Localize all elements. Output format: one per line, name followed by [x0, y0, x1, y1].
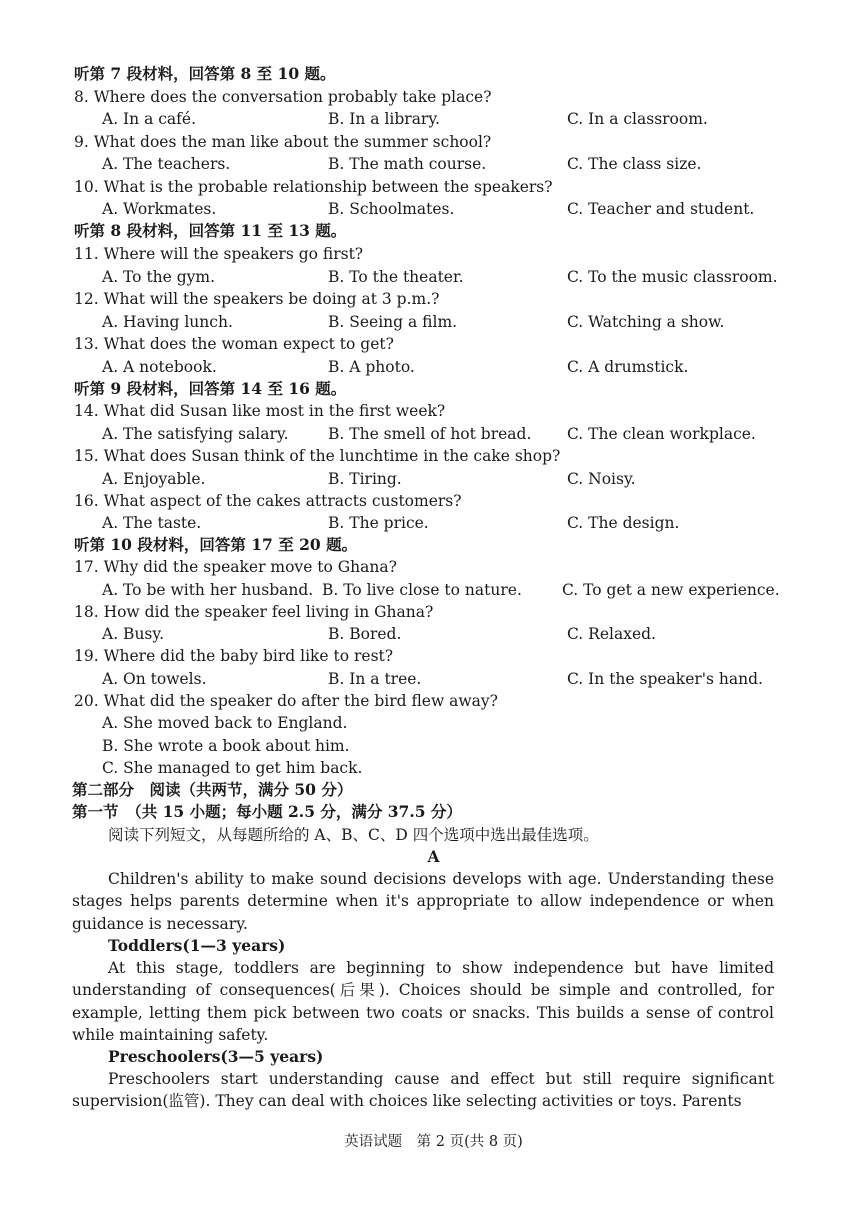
listening-header-part8: 听第 8 段材料，回答第 11 至 13 题。: [74, 221, 347, 240]
preschoolers-heading: Preschoolers(3—5 years): [108, 1047, 324, 1066]
q20-option-a: A. She moved back to England.: [102, 714, 348, 732]
q14-option-a: A. The satisfying salary.: [102, 425, 289, 443]
q18-option-c: C. Relaxed.: [567, 625, 656, 643]
passage-label: A: [427, 847, 440, 866]
question-19: 19. Where did the baby bird like to rest?: [74, 647, 394, 665]
q18-option-b: B. Bored.: [328, 625, 402, 643]
passage-paragraph-1-text: Children's ability to make sound decisions develops with age. Understanding these stages helps parents determine when it's appropriate to allow independence or when guidance is necessary.: [72, 870, 774, 933]
q17-option-c: C. To get a new experience.: [562, 581, 780, 599]
q20-option-c: C. She managed to get him back.: [102, 759, 363, 777]
q15-option-a: A. Enjoyable.: [102, 470, 206, 488]
q8-option-b: B. In a library.: [328, 110, 440, 128]
q10-option-c: C. Teacher and student.: [567, 200, 755, 218]
q15-option-c: C. Noisy.: [567, 470, 636, 488]
question-11: 11. Where will the speakers go first?: [74, 245, 364, 263]
q18-option-a: A. Busy.: [102, 625, 164, 643]
question-15: 15. What does Susan think of the lunchtime in the cake shop?: [74, 447, 561, 465]
question-9: 9. What does the man like about the summer school?: [74, 133, 492, 151]
passage-paragraph-3-text: Preschoolers start understanding cause and effect but still require significant supervision(监管). They can deal with choices like selecting activities or toys. Parents: [72, 1070, 774, 1111]
question-13: 13. What does the woman expect to get?: [74, 335, 394, 353]
part2-title: 第二部分 阅读（共两节，满分 50 分）: [72, 780, 353, 799]
q13-option-a: A. A notebook.: [102, 358, 217, 376]
page-footer: 英语试题 第 2 页(共 8 页): [344, 1134, 523, 1150]
question-12: 12. What will the speakers be doing at 3 p.m.?: [74, 290, 440, 308]
q12-option-a: A. Having lunch.: [102, 313, 233, 331]
q19-option-b: B. In a tree.: [328, 670, 422, 688]
q14-option-c: C. The clean workplace.: [567, 425, 756, 443]
question-17: 17. Why did the speaker move to Ghana?: [74, 558, 397, 576]
q11-option-c: C. To the music classroom.: [567, 268, 778, 286]
question-14: 14. What did Susan like most in the first week?: [74, 402, 446, 420]
toddlers-heading: Toddlers(1—3 years): [108, 936, 286, 955]
q10-option-b: B. Schoolmates.: [328, 200, 455, 218]
q12-option-b: B. Seeing a film.: [328, 313, 458, 331]
question-20: 20. What did the speaker do after the bird flew away?: [74, 692, 498, 710]
q10-option-a: A. Workmates.: [102, 200, 217, 218]
q20-option-b: B. She wrote a book about him.: [102, 737, 350, 755]
reading-instruction: 阅读下列短文，从每题所给的 A、B、C、D 四个选项中选出最佳选项。: [108, 826, 599, 844]
question-8: 8. Where does the conversation probably take place?: [74, 88, 492, 106]
listening-header-part7: 听第 7 段材料，回答第 8 至 10 题。: [74, 64, 336, 83]
question-18: 18. How did the speaker feel living in Ghana?: [74, 603, 434, 621]
q8-option-c: C. In a classroom.: [567, 110, 708, 128]
q11-option-a: A. To the gym.: [102, 268, 216, 286]
passage-paragraph-3: [72, 1068, 774, 1113]
listening-header-part9: 听第 9 段材料，回答第 14 至 16 题。: [74, 379, 347, 398]
q16-option-a: A. The taste.: [102, 514, 202, 532]
passage-paragraph-2: [72, 957, 774, 1046]
q15-option-b: B. Tiring.: [328, 470, 402, 488]
q16-option-b: B. The price.: [328, 514, 429, 532]
q13-option-c: C. A drumstick.: [567, 358, 689, 376]
q13-option-b: B. A photo.: [328, 358, 415, 376]
q16-option-c: C. The design.: [567, 514, 680, 532]
q19-option-c: C. In the speaker's hand.: [567, 670, 763, 688]
q9-option-b: B. The math course.: [328, 155, 487, 173]
q17-option-a: A. To be with her husband.: [102, 581, 314, 599]
q11-option-b: B. To the theater.: [328, 268, 464, 286]
passage-paragraph-1: [72, 868, 774, 935]
passage-paragraph-2-text: At this stage, toddlers are beginning to show independence but have limited understanding of consequences(后果). Choices should be simple and controlled, for example, letting them pick between two coats or snacks. This builds a sense of control while maintaining safety.: [72, 959, 774, 1044]
listening-header-part10: 听第 10 段材料，回答第 17 至 20 题。: [74, 535, 358, 554]
section1-title: 第一节 （共 15 小题；每小题 2.5 分，满分 37.5 分）: [72, 802, 462, 821]
q19-option-a: A. On towels.: [102, 670, 207, 688]
q9-option-a: A. The teachers.: [102, 155, 231, 173]
q14-option-b: B. The smell of hot bread.: [328, 425, 532, 443]
q12-option-c: C. Watching a show.: [567, 313, 725, 331]
q17-option-b: B. To live close to nature.: [322, 581, 522, 599]
q8-option-a: A. In a café.: [102, 110, 197, 128]
q9-option-c: C. The class size.: [567, 155, 702, 173]
question-16: 16. What aspect of the cakes attracts customers?: [74, 492, 462, 510]
question-10: 10. What is the probable relationship between the speakers?: [74, 178, 553, 196]
